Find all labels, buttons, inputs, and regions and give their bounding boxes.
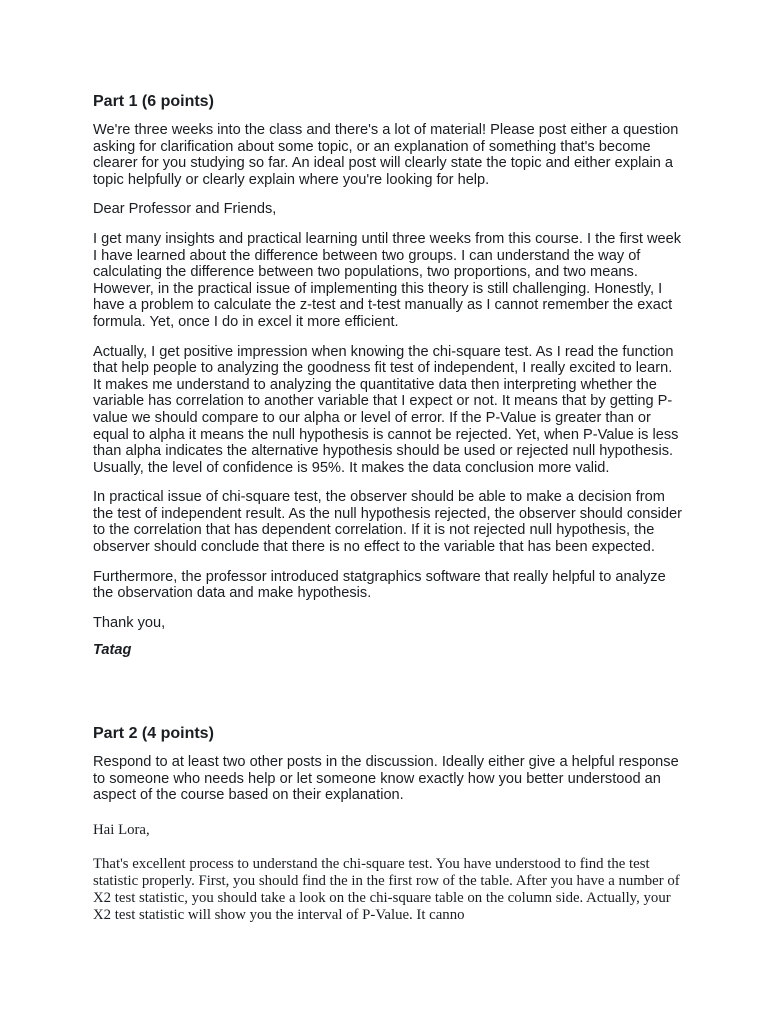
part2-reply (93, 822, 693, 924)
part1-closing: Thank you, (93, 614, 166, 631)
part2-heading: Part 2 (4 points) (93, 725, 214, 742)
part1-greeting: Dear Professor and Friends, (93, 201, 277, 218)
part1-paragraph: In practical issue of chi-square test, the observer should be able to make a decision from the test of independent result. As the null hypothesis rejected, the observer should consider to the correlation that has dependent correlation. If it is not rejected null hypothesis, the observer should conclude that there is no effect to the variable that has been expected. (93, 489, 682, 556)
part1-paragraph: Actually, I get positive impression when knowing the chi-square test. As I read the function that help people to analyzing the goodness fit test of independent, I really excited to learn. It makes me understand to analyzing the quantitative data then interpreting whether the variable has correlation to another variable that I expect or not. It means that by getting P-value we should compare to our alpha or level of error. If the P-Value is greater than or equal to alpha it means the null hypothesis is cannot be rejected. Yet, when P-Value is less than alpha indicates the alternative hypothesis should be used or rejected null hypothesis. Usually, the level of confidence is 95%. It makes the data conclusion more valid. (93, 343, 679, 476)
part1-paragraph: I get many insights and practical learning until three weeks from this course. I the first week I have learned about the difference between two groups. I can understand the way of calculating the difference between two populations, two proportions, and two means. However, in the practical issue of implementing this theory is still challenging. Honestly, I have a problem to calculate the z-test and t-test manually as I cannot remember the exact formula. Yet, once I do in excel it more efficient. (93, 230, 682, 330)
part2-reply-text: That's excellent process to understand the chi-square test. You have understood to find the test statistic properly. First, you should find the in the first row of the table. After you have a number of X2 test statistic, you should take a look on the chi-square table on the column side. Actually, your X2 test statistic will show you the interval of P-Value. It canno (93, 856, 680, 923)
part1-body (93, 122, 693, 659)
part2-prompt: Respond to at least two other posts in the discussion. Ideally either give a helpful response to someone who needs help or let someone know exactly how you better understood an aspect of the course based on their explanation. (93, 754, 679, 804)
part1-section (93, 92, 693, 112)
part2-body (93, 754, 693, 804)
part1-paragraph: Furthermore, the professor introduced statgraphics software that really helpful to analyze the observation data and make hypothesis. (93, 568, 666, 602)
part2-greeting: Hai Lora, (93, 822, 150, 838)
part1-heading: Part 1 (6 points) (93, 93, 214, 110)
part2-section (93, 724, 693, 744)
part1-prompt: We're three weeks into the class and there's a lot of material! Please post either a question asking for clarification about some topic, or an explanation of something that's become clearer for you studying so far. An ideal post will clearly state the topic and either explain a topic helpfully or clearly explain where you're looking for help. (93, 122, 679, 188)
part1-signature: Tatag (93, 642, 132, 659)
